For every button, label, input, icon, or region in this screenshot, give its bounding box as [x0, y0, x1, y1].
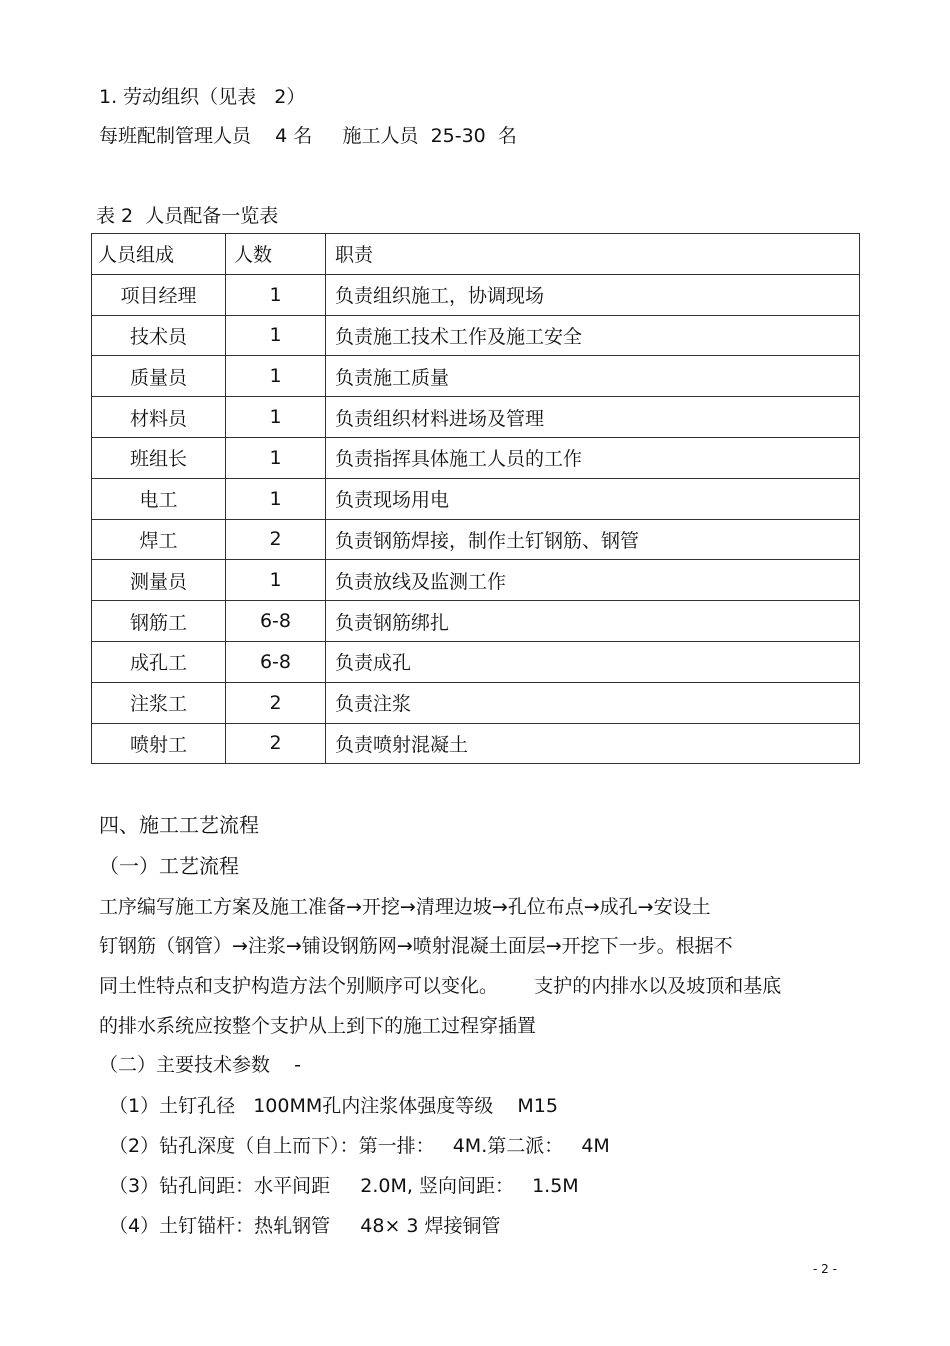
section4-title: 四、施工工艺流程	[99, 813, 259, 837]
role-cell: 测量员	[92, 560, 226, 601]
header-count: 人数	[226, 234, 326, 275]
count-cell: 2	[226, 682, 326, 723]
role-cell: 喷射工	[92, 723, 226, 764]
table-row	[92, 601, 860, 642]
page-number: - 2 -	[813, 1262, 837, 1276]
duty-cell: 负责成孔	[326, 641, 860, 682]
table-row	[92, 519, 860, 560]
table-row	[92, 356, 860, 397]
count-cell: 1	[226, 356, 326, 397]
duty-cell: 负责注浆	[326, 682, 860, 723]
duty-cell: 负责钢筋绑扎	[326, 601, 860, 642]
param-3: （3）钻孔间距：水平间距 2.0M, 竖向间距： 1.5M	[109, 1175, 579, 1197]
role-cell: 质量员	[92, 356, 226, 397]
role-cell: 注浆工	[92, 682, 226, 723]
param-1: （1）土钉孔径 100MM孔内注浆体强度等级 M15	[109, 1095, 558, 1117]
role-cell: 技术员	[92, 315, 226, 356]
process-line-4: 的排水系统应按整个支护从上到下的施工过程穿插置	[99, 1015, 537, 1037]
role-cell: 材料员	[92, 397, 226, 438]
staffing-table	[91, 233, 860, 764]
table-row	[92, 437, 860, 478]
process-line-3: 同土性特点和支护构造方法个别顺序可以变化。 支护的内排水以及坡顶和基底	[99, 975, 782, 997]
param-2: （2）钻孔深度（自上而下）：第一排： 4M.第二派： 4M	[109, 1135, 610, 1157]
params-subtitle: （二）主要技术参数 -	[99, 1054, 302, 1076]
duty-cell: 负责组织材料进场及管理	[326, 397, 860, 438]
duty-cell: 负责组织施工，协调现场	[326, 274, 860, 315]
table-row	[92, 274, 860, 315]
role-cell: 钢筋工	[92, 601, 226, 642]
table-row	[92, 315, 860, 356]
process-line-2: 钉钢筋（钢管）→注浆→铺设钢筋网→喷射混凝土面层→开挖下一步。根据不	[99, 935, 733, 957]
count-cell: 1	[226, 397, 326, 438]
role-cell: 班组长	[92, 437, 226, 478]
labor-org-heading: 1. 劳动组织（见表 2）	[99, 86, 306, 108]
table-header-row	[92, 234, 860, 275]
param-4: （4）土钉锚杆：热轧钢管 48× 3 焊接铜管	[109, 1215, 501, 1237]
table-row	[92, 682, 860, 723]
table-row	[92, 723, 860, 764]
duty-cell: 负责指挥具体施工人员的工作	[326, 437, 860, 478]
header-duty: 职责	[326, 234, 860, 275]
count-cell: 6-8	[226, 641, 326, 682]
duty-cell: 负责现场用电	[326, 478, 860, 519]
table-row	[92, 641, 860, 682]
header-role: 人员组成	[92, 234, 226, 275]
count-cell: 1	[226, 560, 326, 601]
count-cell: 2	[226, 723, 326, 764]
count-cell: 1	[226, 478, 326, 519]
duty-cell: 负责喷射混凝土	[326, 723, 860, 764]
role-cell: 电工	[92, 478, 226, 519]
table-row	[92, 560, 860, 601]
count-cell: 1	[226, 274, 326, 315]
table-row	[92, 478, 860, 519]
duty-cell: 负责施工质量	[326, 356, 860, 397]
duty-cell: 负责钢筋焊接，制作土钉钢筋、钢管	[326, 519, 860, 560]
count-cell: 1	[226, 315, 326, 356]
count-cell: 2	[226, 519, 326, 560]
process-line-1: 工序编写施工方案及施工准备→开挖→清理边坡→孔位布点→成孔→安设土	[99, 896, 711, 918]
duty-cell: 负责放线及监测工作	[326, 560, 860, 601]
duty-cell: 负责施工技术工作及施工安全	[326, 315, 860, 356]
role-cell: 焊工	[92, 519, 226, 560]
count-cell: 1	[226, 437, 326, 478]
count-cell: 6-8	[226, 601, 326, 642]
table-row	[92, 397, 860, 438]
role-cell: 成孔工	[92, 641, 226, 682]
table-caption: 表 2 人员配备一览表	[96, 205, 279, 227]
role-cell: 项目经理	[92, 274, 226, 315]
process-subtitle: （一）工艺流程	[99, 854, 239, 878]
staffing-summary: 每班配制管理人员 4 名 施工人员 25-30 名	[99, 125, 517, 147]
